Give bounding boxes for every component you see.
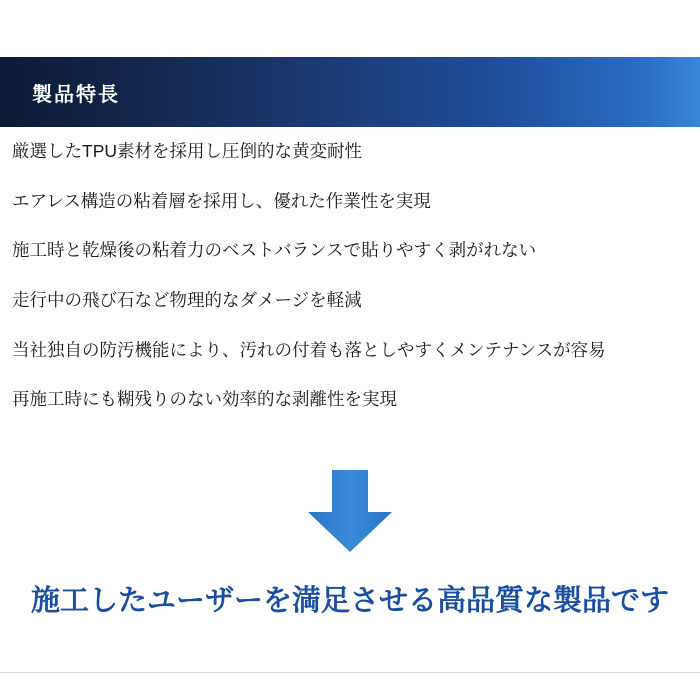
list-item: 走行中の飛び石など物理的なダメージを軽減 bbox=[12, 289, 362, 310]
page-title: 製品特長 bbox=[32, 83, 120, 106]
section-header-bar bbox=[0, 57, 700, 127]
list-item: 当社独自の防汚機能により、汚れの付着も落としやすくメンテナンスが容易 bbox=[12, 339, 606, 360]
list-item: 施工時と乾燥後の粘着力のベストバランスで貼りやすく剥がれない bbox=[12, 240, 537, 261]
list-item: エアレス構造の粘着層を採用し、優れた作業性を実現 bbox=[12, 190, 431, 211]
down-arrow-icon bbox=[308, 470, 392, 552]
feature-list bbox=[0, 140, 700, 438]
arrow-container bbox=[0, 470, 700, 570]
list-item: 再施工時にも糊残りのない効率的な剥離性を実現 bbox=[12, 389, 397, 410]
bottom-divider bbox=[0, 672, 700, 673]
closing-headline: 施工したユーザーを満足させる高品質な製品です bbox=[30, 585, 669, 617]
list-item: 厳選したTPU素材を採用し圧倒的な黄変耐性 bbox=[12, 141, 362, 161]
